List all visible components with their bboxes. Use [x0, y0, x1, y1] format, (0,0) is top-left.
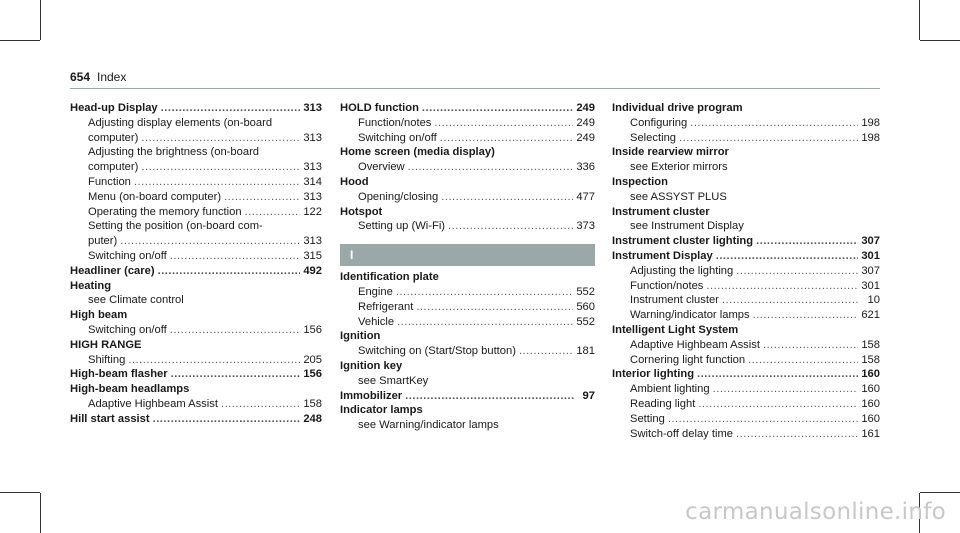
index-entry	[70, 264, 322, 279]
page-reference: 560	[576, 300, 595, 313]
dot-leader	[153, 412, 301, 427]
entry-text: Switching on/off	[358, 131, 437, 144]
dot-leader	[422, 101, 573, 116]
index-entry	[612, 101, 880, 116]
page-reference: 373	[576, 220, 595, 233]
entry-text: Switch-off delay time	[630, 427, 734, 440]
dot-leader	[440, 131, 574, 146]
page-reference: 160	[861, 412, 880, 425]
index-entry	[612, 205, 880, 220]
page-reference: 621	[861, 309, 880, 322]
page-reference: 158	[861, 353, 880, 366]
index-subentry	[340, 190, 595, 205]
index-subentry	[612, 308, 880, 323]
entry-text: Headliner (care)	[70, 264, 155, 277]
index-subentry	[70, 353, 322, 368]
index-subentry	[340, 131, 595, 146]
page-reference: 313	[303, 102, 322, 114]
dot-leader	[698, 397, 858, 412]
entry-text: Indicator lamps	[340, 404, 423, 417]
dot-leader	[221, 397, 300, 412]
page-reference: 313	[303, 190, 322, 203]
entry-text: Heating	[70, 279, 112, 292]
index-subentry	[340, 315, 595, 330]
dot-leader	[713, 382, 859, 397]
entry-text: Opening/closing	[358, 190, 439, 203]
entry-text: Immobilizer	[340, 389, 403, 402]
index-entry	[70, 308, 322, 323]
entry-text: Inspection	[612, 175, 668, 188]
index-subentry	[340, 160, 595, 175]
index-subentry	[340, 374, 595, 389]
entry-text: computer)	[88, 161, 139, 174]
index-entry	[70, 412, 322, 427]
index-subentry	[340, 285, 595, 300]
page-reference: 492	[303, 264, 322, 277]
dot-leader	[245, 205, 301, 220]
entry-text: Ignition key	[340, 359, 403, 372]
dot-leader	[690, 116, 858, 131]
index-entry	[340, 389, 595, 404]
dot-leader	[434, 116, 573, 131]
index-subentry	[70, 293, 322, 308]
page-reference: 156	[303, 323, 322, 336]
entry-text: Instrument Display	[612, 249, 713, 262]
crop-mark	[40, 0, 41, 40]
index-subentry	[70, 323, 322, 338]
index-subentry	[70, 175, 322, 190]
entry-text: High-beam flasher	[70, 368, 168, 381]
page-reference: 307	[861, 264, 880, 277]
index-subentry	[612, 264, 880, 279]
page-reference: 477	[576, 190, 595, 203]
entry-text: see Exterior mirrors	[630, 161, 728, 174]
dot-leader	[448, 219, 573, 234]
entry-text: Switching on/off	[88, 249, 167, 262]
dot-leader	[134, 175, 300, 190]
index-entry	[340, 175, 595, 190]
dot-leader	[397, 315, 573, 330]
page-reference: 160	[861, 368, 880, 381]
index-subentry	[612, 190, 880, 205]
entry-text: Intelligent Light System	[612, 323, 739, 336]
index-subentry	[340, 344, 595, 359]
entry-text: Instrument cluster	[630, 294, 719, 307]
dot-leader	[697, 367, 858, 382]
index-subentry	[612, 338, 880, 353]
index-entry	[612, 145, 880, 160]
page-reference: 160	[861, 397, 880, 410]
entry-text: see Climate control	[88, 294, 184, 307]
section-title: Index	[97, 70, 127, 84]
dot-leader	[396, 285, 573, 300]
index-column-3	[612, 101, 880, 441]
dot-leader	[158, 264, 301, 279]
entry-text: Adjusting the brightness (on-board	[88, 146, 260, 159]
index-subentry	[340, 219, 595, 234]
page-reference: 314	[303, 175, 322, 188]
index-column-1	[70, 101, 322, 427]
page-reference: 10	[867, 294, 880, 307]
entry-text: Switching on/off	[88, 323, 167, 336]
entry-text: HIGH RANGE	[70, 338, 142, 351]
index-subentry	[340, 418, 595, 433]
page-reference: 552	[576, 315, 595, 328]
page-reference: 313	[303, 131, 322, 144]
index-entry	[340, 145, 595, 160]
dot-leader	[763, 338, 858, 353]
watermark: carmanualsonline.info	[685, 499, 946, 525]
page-reference: 315	[303, 249, 322, 262]
entry-text: puter)	[88, 235, 118, 248]
entry-text: Setting the position (on-board com-	[88, 220, 263, 233]
page-reference: 301	[861, 279, 880, 292]
dot-leader	[120, 234, 300, 249]
page-reference: 313	[303, 161, 322, 174]
header-rule	[70, 88, 880, 89]
index-subentry	[612, 293, 880, 308]
index-entry	[612, 367, 880, 382]
page-reference: 158	[861, 338, 880, 351]
entry-text: Menu (on-board computer)	[88, 190, 222, 203]
entry-text: Vehicle	[358, 315, 395, 328]
entry-text: Operating the memory function	[88, 205, 242, 218]
index-entry	[612, 175, 880, 190]
index-entry	[70, 338, 322, 353]
index-entry	[70, 382, 322, 397]
entry-text: Ambient lighting	[630, 383, 710, 396]
page-reference: 181	[576, 345, 595, 358]
index-entry	[612, 249, 880, 264]
index-column-2	[340, 101, 595, 433]
index-subentry	[612, 427, 880, 442]
page-reference: 248	[303, 412, 322, 425]
crop-mark	[919, 0, 920, 40]
dot-leader	[736, 427, 858, 442]
index-subentry	[70, 249, 322, 264]
entry-text: High beam	[70, 309, 128, 322]
page-reference: 156	[303, 368, 322, 381]
index-entry	[70, 101, 322, 116]
crop-mark	[40, 493, 41, 533]
entry-text: Hill start assist	[70, 412, 150, 425]
entry-text: Instrument cluster lighting	[612, 235, 754, 248]
index-subentry	[70, 160, 322, 175]
index-subentry	[70, 145, 322, 160]
entry-text: see SmartKey	[358, 374, 429, 387]
entry-text: High-beam headlamps	[70, 383, 190, 396]
entry-text: Setting up (Wi-Fi)	[358, 220, 446, 233]
entry-text: Shifting	[88, 353, 126, 366]
index-entry	[340, 205, 595, 220]
dot-leader	[748, 353, 858, 368]
dot-leader	[753, 308, 859, 323]
page-reference: 160	[861, 383, 880, 396]
dot-leader	[706, 279, 858, 294]
dot-leader	[408, 160, 574, 175]
dot-leader	[141, 160, 300, 175]
page-reference: 249	[576, 102, 595, 114]
entry-text: Hood	[340, 175, 369, 188]
dot-leader	[170, 323, 301, 338]
index-subentry	[612, 353, 880, 368]
index-entry	[612, 234, 880, 249]
entry-text: see Warning/indicator lamps	[358, 419, 499, 432]
crop-mark	[0, 492, 40, 493]
page-reference: 161	[861, 427, 880, 440]
entry-text: Home screen (media display)	[340, 146, 495, 159]
entry-text: Inside rearview mirror	[612, 146, 729, 159]
page-reference: 336	[576, 161, 595, 174]
index-entry	[612, 323, 880, 338]
dot-leader	[161, 101, 301, 116]
entry-text: Adaptive Highbeam Assist	[630, 338, 760, 351]
index-subentry	[612, 279, 880, 294]
index-entry	[340, 270, 595, 285]
page-reference: 198	[861, 131, 880, 144]
dot-leader	[224, 190, 300, 205]
entry-text: Adaptive Highbeam Assist	[88, 397, 218, 410]
index-subentry	[612, 412, 880, 427]
index-entry	[70, 367, 322, 382]
index-subentry	[612, 219, 880, 234]
page-reference: 97	[582, 389, 595, 402]
entry-text: computer)	[88, 131, 139, 144]
index-subentry	[70, 131, 322, 146]
page-number: 654	[70, 70, 91, 84]
page-reference: 198	[861, 116, 880, 129]
index-subentry	[612, 116, 880, 131]
index-subentry	[70, 219, 322, 234]
page-reference: 249	[576, 131, 595, 144]
dot-leader	[416, 300, 573, 315]
crop-mark	[920, 40, 960, 41]
page-reference: 122	[303, 205, 322, 218]
entry-text: Selecting	[630, 131, 677, 144]
index-subentry	[612, 160, 880, 175]
entry-text: Switching on (Start/Stop button)	[358, 345, 516, 358]
entry-text: HOLD function	[340, 102, 419, 114]
entry-text: Adjusting the lighting	[630, 264, 734, 277]
dot-leader	[679, 131, 858, 146]
entry-text: Warning/indicator lamps	[630, 309, 750, 322]
crop-mark	[920, 492, 960, 493]
entry-text: Setting	[630, 412, 665, 425]
entry-text: Function/notes	[358, 116, 432, 129]
page-reference: 307	[861, 235, 880, 248]
entry-text: Adjusting display elements (on-board	[88, 116, 273, 129]
page-reference: 301	[861, 249, 880, 262]
index-subentry	[340, 300, 595, 315]
index-subentry	[70, 205, 322, 220]
dot-leader	[171, 367, 301, 382]
dot-leader	[716, 249, 859, 264]
page-reference: 313	[303, 235, 322, 248]
entry-text: Reading light	[630, 397, 696, 410]
entry-text: Ignition	[340, 330, 381, 343]
entry-text: Engine	[358, 285, 393, 298]
entry-text: Hotspot	[340, 205, 383, 218]
index-subentry	[70, 234, 322, 249]
index-subentry	[612, 382, 880, 397]
dot-leader	[441, 190, 573, 205]
page-reference: 552	[576, 285, 595, 298]
index-subentry	[340, 116, 595, 131]
page-reference: 249	[576, 116, 595, 129]
dot-leader	[128, 353, 300, 368]
index-subentry	[70, 397, 322, 412]
entry-text: Cornering light function	[630, 353, 746, 366]
dot-leader	[405, 389, 574, 404]
entry-text: Individual drive program	[612, 102, 743, 114]
entry-text: Overview	[358, 161, 405, 174]
index-entry	[340, 329, 595, 344]
dot-leader	[519, 344, 573, 359]
entry-text: Function	[88, 175, 131, 188]
index-entry	[70, 279, 322, 294]
entry-text: see Instrument Display	[630, 220, 744, 233]
dot-leader	[668, 412, 858, 427]
index-subentry	[612, 397, 880, 412]
entry-text: Configuring	[630, 116, 688, 129]
entry-text: Interior lighting	[612, 368, 695, 381]
index-entry	[340, 403, 595, 418]
entry-text: Function/notes	[630, 279, 704, 292]
dot-leader	[756, 234, 858, 249]
index-subentry	[70, 190, 322, 205]
dot-leader	[736, 264, 858, 279]
entry-text: see ASSYST PLUS	[630, 190, 727, 203]
entry-text: Identification plate	[340, 271, 439, 284]
index-entry	[340, 101, 595, 116]
dot-leader	[141, 131, 300, 146]
entry-text: Head-up Display	[70, 102, 158, 114]
entry-text: Instrument cluster	[612, 205, 710, 218]
dot-leader	[170, 249, 301, 264]
index-subentry	[70, 116, 322, 131]
section-letter-bar: I	[340, 244, 595, 266]
page-reference: 205	[303, 353, 322, 366]
crop-mark	[0, 40, 40, 41]
page-reference: 158	[303, 397, 322, 410]
dot-leader	[722, 293, 859, 308]
index-subentry	[612, 131, 880, 146]
index-entry	[340, 359, 595, 374]
entry-text: Refrigerant	[358, 300, 414, 313]
